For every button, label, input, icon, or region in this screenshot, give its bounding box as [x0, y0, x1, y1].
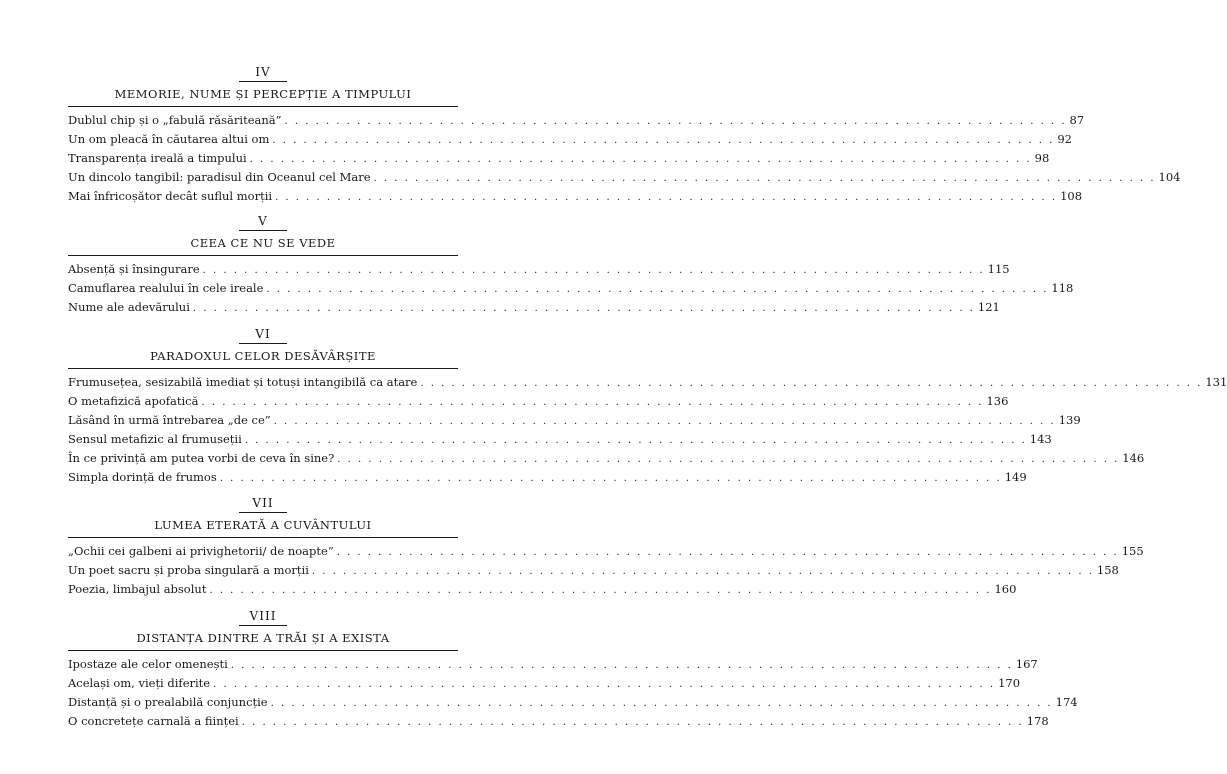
leader-dots: [242, 713, 1024, 732]
leader-dots: [272, 131, 1054, 150]
entry-title: O metafizică apofatică: [68, 394, 199, 408]
section-numeral-rule: [239, 230, 287, 231]
entry-title: Dublul chip și o „fabulă răsăriteană”: [68, 113, 282, 127]
toc-entry: [68, 411, 1081, 430]
toc-entry: [68, 712, 1049, 731]
section-numeral-rule: [239, 625, 287, 626]
leader-dots: [220, 469, 1002, 488]
leader-dots: [374, 169, 1156, 188]
entry-title: Sensul metafizic al frumuseții: [68, 432, 242, 446]
toc-entry: [68, 542, 1144, 561]
section-numeral-rule: [239, 81, 287, 82]
section-divider: [68, 650, 458, 651]
leader-dots: [231, 656, 1013, 675]
entry-title: Un dincolo tangibil: paradisul din Oceanul cel Mare: [68, 170, 371, 184]
section-numeral: IV: [255, 65, 271, 79]
entry-page: 174: [1055, 695, 1078, 709]
leader-dots: [274, 412, 1056, 431]
entry-title: Camuflarea realului în cele ireale: [68, 281, 264, 295]
entry-title: Un poet sacru și proba singulară a morții: [68, 563, 309, 577]
entry-page: 87: [1069, 113, 1085, 127]
entry-page: 139: [1058, 413, 1081, 427]
entry-title: Frumusețea, sesizabilă imediat și totuși intangibilă ca atare: [68, 375, 418, 389]
entry-page: 160: [994, 582, 1017, 596]
leader-dots: [201, 393, 983, 412]
toc-entry: [68, 111, 1085, 130]
entry-title: Un om pleacă în căutarea altui om: [68, 132, 270, 146]
toc-entry: [68, 674, 1021, 693]
leader-dots: [245, 431, 1027, 450]
entry-page: 136: [986, 394, 1009, 408]
entry-page: 92: [1057, 132, 1072, 146]
section-divider: [68, 255, 458, 256]
entry-title: Lăsând în urmă întrebarea „de ce”: [68, 413, 271, 427]
section-title: MEMORIE, NUME ȘI PERCEPȚIE A TIMPULUI: [114, 87, 412, 101]
entry-title: Simpla dorință de frumos: [68, 470, 217, 484]
section-numeral-rule: [239, 343, 287, 344]
entry-title: Același om, vieți diferite: [68, 676, 211, 690]
entry-page: 118: [1051, 281, 1074, 295]
entry-page: 104: [1158, 170, 1181, 184]
section-divider: [68, 368, 458, 369]
entry-page: 131: [1205, 375, 1227, 389]
section-title: LUMEA ETERATĂ A CUVÂNTULUI: [154, 518, 372, 532]
leader-dots: [213, 675, 995, 694]
toc-entry: [68, 580, 1017, 599]
entry-page: 178: [1026, 714, 1049, 728]
toc-entry: [68, 149, 1050, 168]
leader-dots: [209, 581, 991, 600]
section-numeral: VII: [252, 496, 274, 510]
leader-dots: [337, 543, 1119, 562]
toc-section: [68, 495, 1144, 599]
section-title: PARADOXUL CELOR DESĂVÂRȘITE: [150, 349, 376, 363]
leader-dots: [250, 150, 1032, 169]
toc-entry: [68, 449, 1145, 468]
entry-page: 98: [1034, 151, 1050, 165]
entry-title: În ce privință am putea vorbi de ceva în sine?: [68, 451, 335, 465]
toc-entry: [68, 260, 1010, 279]
section-numeral: V: [258, 214, 268, 228]
toc-entry: [68, 468, 1027, 487]
leader-dots: [420, 374, 1202, 393]
entry-page: 149: [1004, 470, 1027, 484]
entry-title: Mai înfricoșător decât suflul morții: [68, 189, 273, 203]
toc-entry: [68, 392, 1009, 411]
entry-page: 170: [998, 676, 1021, 690]
toc-entry: [68, 168, 1181, 187]
toc-entry: [68, 373, 1227, 392]
entry-title: Ipostaze ale celor omenești: [68, 657, 228, 671]
section-numeral: VIII: [249, 609, 277, 623]
toc-entry: [68, 430, 1052, 449]
section-divider: [68, 106, 458, 107]
toc-entry: [68, 655, 1038, 674]
toc-entry: [68, 298, 1000, 317]
leader-dots: [285, 112, 1067, 131]
toc-entry: [68, 187, 1083, 206]
entry-title: „Ochii cei galbeni ai privighetorii/ de noapte”: [68, 544, 334, 558]
leader-dots: [275, 188, 1057, 207]
entry-page: 158: [1096, 563, 1119, 577]
leader-dots: [271, 694, 1053, 713]
entry-title: Transparența ireală a timpului: [68, 151, 247, 165]
entry-title: Absență și însingurare: [68, 262, 200, 276]
entry-page: 115: [987, 262, 1010, 276]
toc-section: [68, 64, 1181, 206]
section-title: CEEA CE NU SE VEDE: [190, 236, 336, 250]
leader-dots: [266, 280, 1048, 299]
entry-page: 146: [1122, 451, 1145, 465]
entry-page: 155: [1121, 544, 1144, 558]
entry-page: 121: [977, 300, 1000, 314]
toc-entry: [68, 561, 1119, 580]
entry-page: 167: [1015, 657, 1038, 671]
entry-page: 108: [1060, 189, 1083, 203]
section-numeral-rule: [239, 512, 287, 513]
entry-title: Distanță și o prealabilă conjuncție: [68, 695, 268, 709]
entry-title: Nume ale adevărului: [68, 300, 190, 314]
entry-page: 143: [1029, 432, 1052, 446]
toc-entry: [68, 693, 1078, 712]
toc-entry: [68, 279, 1074, 298]
section-numeral: VI: [255, 327, 271, 341]
entry-title: Poezia, limbajul absolut: [68, 582, 207, 596]
leader-dots: [312, 562, 1094, 581]
entry-title: O concretețe carnală a ființei: [68, 714, 239, 728]
toc-section: [68, 326, 1227, 487]
toc-entry: [68, 130, 1072, 149]
leader-dots: [203, 261, 985, 280]
leader-dots: [193, 299, 975, 318]
leader-dots: [337, 450, 1119, 469]
toc-section: [68, 608, 1078, 731]
toc-section: [68, 213, 1074, 317]
section-divider: [68, 537, 458, 538]
section-title: DISTANȚA DINTRE A TRĂI ȘI A EXISTA: [136, 631, 390, 645]
